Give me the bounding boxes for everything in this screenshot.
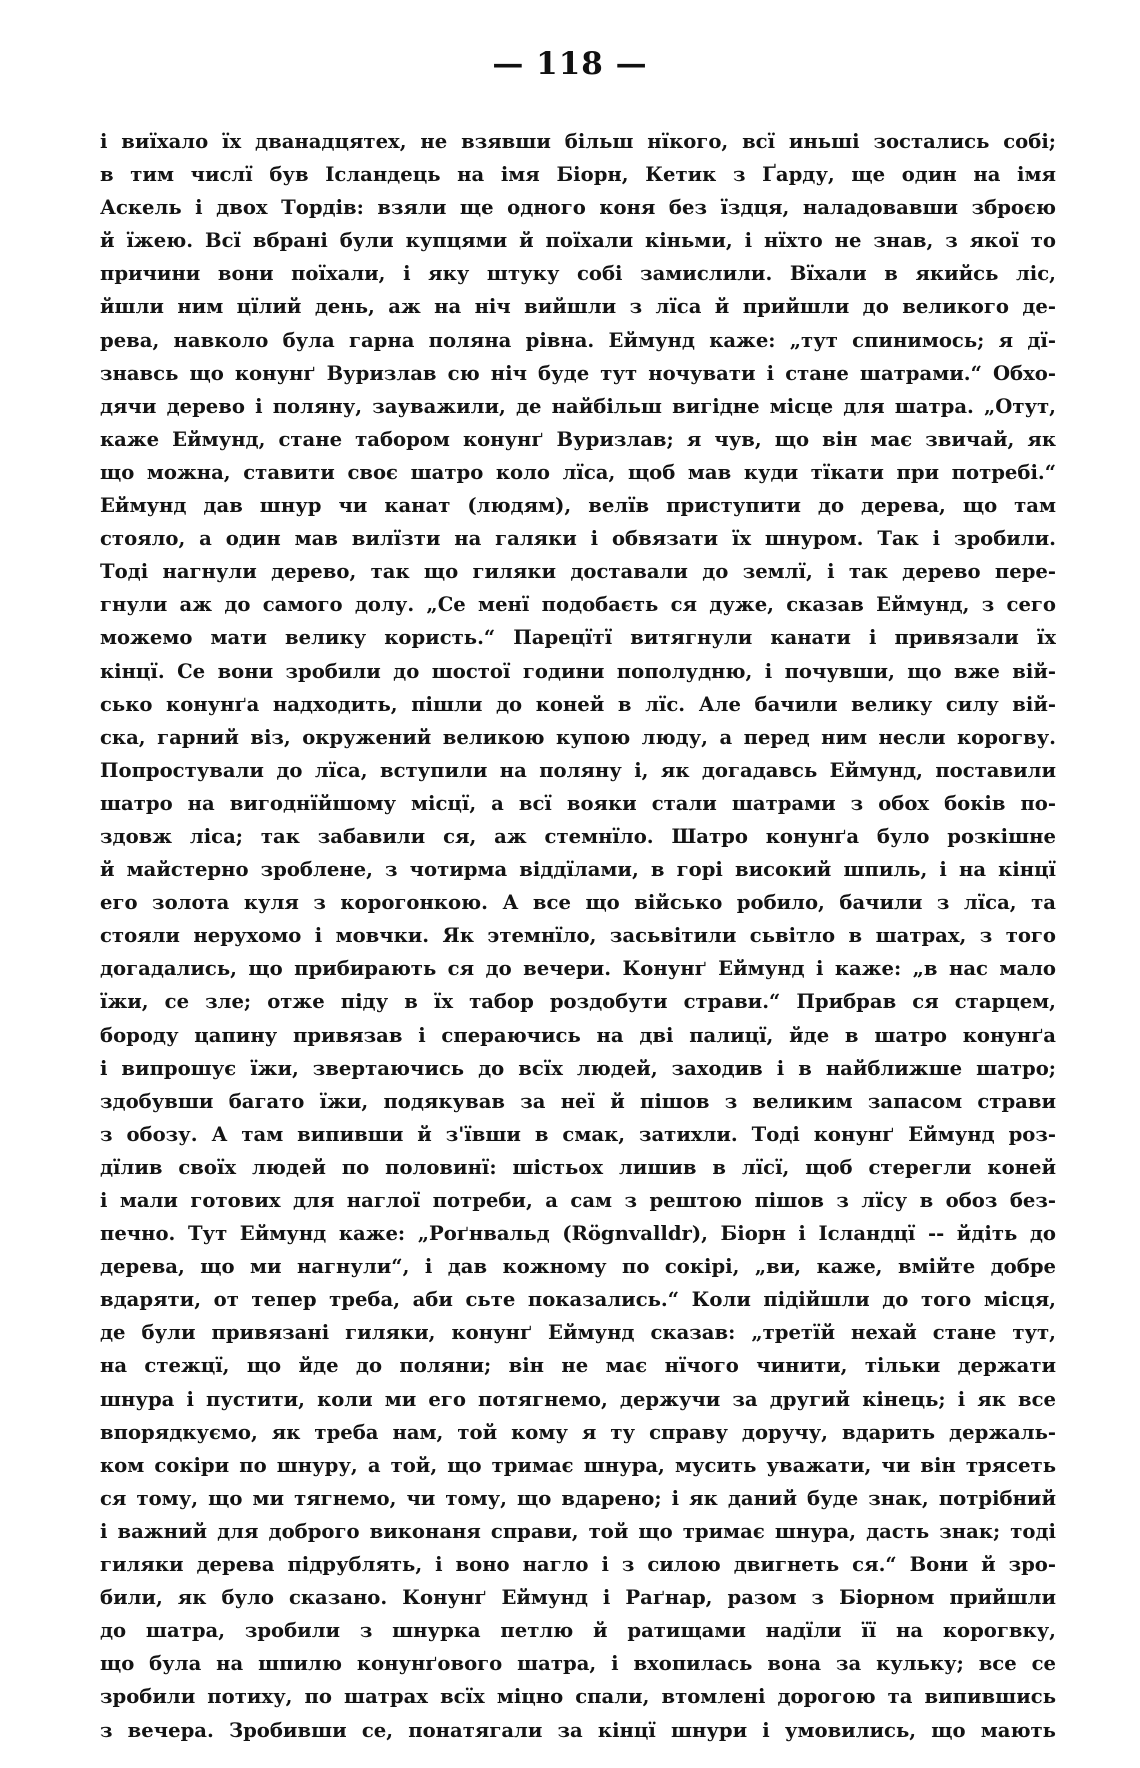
- text-line: в тим числї був Ісландець на імя Біорн, Кетик з Ґарду, ще один на імя: [100, 163, 1056, 187]
- text-line: з обозу. А там випивши й з'ївши в смак, затихли. Тоді конунґ Еймунд роз-: [100, 1122, 1056, 1146]
- text-line: що була на шпилю конунґового шатра, і вхопилась вона за кульку; все се: [100, 1652, 1056, 1676]
- text-line: здобувши багато їжи, подякував за неї й пішов з великим запасом страви: [100, 1089, 1056, 1113]
- text-line: гнули аж до самого долу. „Се менї подобаєть ся дуже, сказав Еймунд, з сего: [100, 593, 1056, 617]
- text-line: кінцї. Се вони зробили до шостої години пополудню, і почувши, що вже вій-: [100, 659, 1056, 683]
- text-line: ся тому, що ми тягнемо, чи тому, що вдарено; і як даний буде знак, потрібний: [100, 1486, 1056, 1510]
- page-number: — 118 —: [492, 46, 648, 82]
- text-line: дерева, що ми нагнули“, і дав кожному по сокірі, „ви, каже, вмійте добре: [100, 1255, 1056, 1279]
- text-line: бороду цапину привязав і спераючись на дві палицї, йде в шатро конунґа: [100, 1023, 1056, 1047]
- text-line: Тоді нагнули дерево, так що гиляки доставали до землї, і так дерево пере-: [100, 560, 1056, 584]
- text-line: їжи, се зле; отже піду в їх табор роздобути страви.“ Прибрав ся старцем,: [100, 990, 1056, 1014]
- text-line: на стежцї, що йде до поляни; він не має нїчого чинити, тільки держати: [100, 1354, 1056, 1378]
- text-line: Аскель і двох Тордів: взяли ще одного коня без їздця, наладовавши зброєю: [100, 196, 1056, 220]
- text-line: ком сокіри по шнуру, а той, що тримає шнура, мусить уважати, чи він трясеть: [100, 1453, 1056, 1477]
- text-line: й майстерно зроблене, з чотирма віддїлами, в горі високий шпиль, і на кінцї: [100, 858, 1056, 882]
- text-line: до шатра, зробили з шнурка петлю й ратищами надїли її на корогвку,: [100, 1619, 1056, 1643]
- text-line: стояло, а один мав вилїзти на галяки і обвязати їх шнуром. Так і зробили.: [100, 527, 1056, 551]
- text-line: і випрошує їжи, звертаючись до всїх людей, заходив і в найближше шатро;: [100, 1056, 1056, 1080]
- text-line: йшли ним цїлий день, аж на ніч вийшли з лїса й прийшли до великого де-: [100, 295, 1056, 319]
- text-line: рева, навколо була гарна поляна рівна. Еймунд каже: „тут спинимось; я дї-: [100, 328, 1056, 352]
- text-line: его золота куля з корогонкою. А все що військо робило, бачили з лїса, та: [100, 891, 1056, 915]
- text-line: знавсь що конунґ Вуризлав сю ніч буде тут ночувати і стане шатрами.“ Обхо-: [100, 361, 1056, 385]
- text-line: і мали готових для наглої потреби, а сам з рештою пішов з лїсу в обоз без-: [100, 1189, 1056, 1212]
- text-line: і важний для доброго виконаня справи, той що тримає шнура, дасть знак; тоді: [100, 1519, 1056, 1543]
- text-line: печно. Тут Еймунд каже: „Роґнвальд (Rögnvalldr), Біорн і Ісландцї -- йдіть до: [100, 1222, 1056, 1246]
- text-line: впорядкуємо, як треба нам, той кому я ту справу доручу, вдарить держаль-: [100, 1420, 1056, 1444]
- body-text: [100, 125, 1056, 1747]
- text-line: догадались, що прибирають ся до вечери. Конунґ Еймунд і каже: „в нас мало: [100, 957, 1056, 981]
- text-line: дїлив своїх людей по половинї: шістьох лишив в лїсї, щоб стерегли коней: [100, 1155, 1056, 1179]
- text-line: ска, гарний віз, окружений великою купою люду, а перед ним несли корогву.: [100, 725, 1056, 749]
- text-line: де були привязані гиляки, конунґ Еймунд сказав: „третїй нехай стане тут,: [100, 1321, 1056, 1345]
- text-line: стояли нерухомо і мовчки. Як этемнїло, засьвітили сьвітло в шатрах, з того: [100, 924, 1056, 948]
- text-line: били, як було сказано. Конунґ Еймунд і Раґнар, разом з Біорном прийшли: [100, 1586, 1056, 1610]
- text-line: шатро на вигоднїйшому місцї, а всї вояки стали шатрами з обох боків по-: [100, 791, 1056, 815]
- text-line: зробили потиху, по шатрах всїх міцно спали, втомлені дорогою та випившись: [100, 1685, 1056, 1709]
- text-line: з вечера. Зробивши се, понатягали за кінцї шнури і умовились, що мають: [100, 1718, 1056, 1742]
- text-line: Еймунд дав шнур чи канат (людям), велїв приступити до дерева, що там: [100, 494, 1056, 518]
- text-line: гиляки дерева підрублять, і воно нагло і з силою двигнеть ся.“ Вони й зро-: [100, 1553, 1056, 1577]
- text-line: шнура і пустити, коли ми его потягнемо, держучи за другий кінець; і як все: [100, 1387, 1056, 1411]
- text-line: причини вони поїхали, і яку штуку собі замислили. Вїхали в якийсь ліс,: [100, 262, 1056, 286]
- text-line: каже Еймунд, стане табором конунґ Вуризлав; я чув, що він має звичай, як: [100, 427, 1056, 451]
- text-line: здовж ліса; так забавили ся, аж стемнїло. Шатро конунґа було розкішне: [100, 824, 1056, 848]
- text-line: Попростували до лїса, вступили на поляну і, як догадавсь Еймунд, поставили: [100, 758, 1056, 782]
- text-line: можемо мати велику користь.“ Парецїтї витягнули канати і привязали їх: [100, 626, 1056, 650]
- text-line: вдаряти, от тепер треба, аби сьте показались.“ Коли підійшли до того місця,: [100, 1288, 1056, 1312]
- text-line: і виїхало їх дванадцятех, не взявши більш нїкого, всї иньші зостались собі;: [100, 130, 1056, 153]
- text-line: що можна, ставити своє шатро коло лїса, щоб мав куди тїкати при потребі.“: [100, 460, 1056, 484]
- text-line: дячи дерево і поляну, зауважили, де найбільш вигідне місце для шатра. „Отут,: [100, 394, 1056, 418]
- text-line: й їжею. Всї вбрані були купцями й поїхали кіньми, і нїхто не знав, з якої то: [100, 229, 1056, 253]
- text-line: сько конунґа надходить, пішли до коней в лїс. Але бачили велику силу вій-: [100, 692, 1056, 716]
